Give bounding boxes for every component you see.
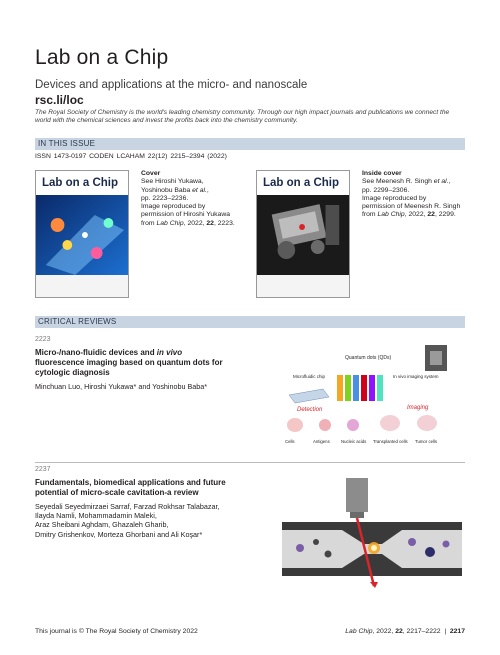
figure-label-transplanted: Transplanted cells — [373, 439, 408, 444]
inside-cover-image — [256, 170, 350, 298]
cover-caption-line: from Lab Chip, 2022, 22, 2223. — [141, 219, 235, 227]
article-graphical-abstract — [282, 478, 462, 588]
article-divider — [35, 462, 465, 463]
cover-image — [35, 170, 129, 298]
inside-cover-caption-line: Image reproduced by — [362, 194, 427, 202]
inside-cover-heading: Inside cover — [362, 170, 402, 177]
journal-url[interactable]: rsc.li/loc — [35, 93, 84, 107]
journal-title: Lab on a Chip — [35, 46, 169, 69]
footer-page-number: 2217 — [449, 628, 465, 635]
figure-label-qd: Quantum dots (QDs) — [345, 355, 392, 361]
figure-label-antigens: Antigens — [313, 439, 330, 444]
critical-reviews-band: CRITICAL REVIEWS — [35, 316, 465, 328]
figure-label-imaging: Imaging — [407, 405, 429, 411]
article-authors: Minchuan Luo, Hiroshi Yukawa* and Yoshinobu Baba* — [35, 382, 208, 391]
cover-caption — [141, 170, 251, 228]
article-title[interactable]: Fundamentals, biomedical applications and future potential of micro-scale cavitation-a review — [35, 478, 226, 497]
journal-subtitle: Devices and applications at the micro- and nanoscale — [35, 79, 308, 91]
cover-caption-line: Yoshinobu Baba et al., — [141, 186, 209, 194]
footer-copyright: This journal is © The Royal Society of Chemistry 2022 — [35, 628, 198, 635]
figure-label-tumor: Tumor cells — [415, 439, 438, 444]
cover-caption-line: Image reproduced by — [141, 203, 206, 211]
inside-cover-caption-line: permission of Meenesh R. Singh — [362, 203, 461, 211]
figure-label-invivo: In vivo imaging system — [393, 374, 439, 379]
cover-caption-line: See Hiroshi Yukawa, — [141, 178, 204, 186]
figure-label-chip: Microfluidic chip — [293, 374, 326, 379]
figure-label-nucleic: Nucleic acids — [341, 439, 367, 444]
cover-caption-line: pp. 2223–2236. — [141, 194, 189, 202]
cover-caption-line: permission of Hiroshi Yukawa — [141, 211, 231, 219]
figure-label-detection: Detection — [297, 407, 323, 413]
figure-label-cells: Cells — [285, 439, 295, 444]
inside-cover-caption-line: pp. 2299–2306. — [362, 186, 410, 194]
mission-statement: The Royal Society of Chemistry is the world's leading chemistry community. Through our high impact journals and publications we connect the world with the chemical sciences and invest the profits back into the chemistry community. — [35, 109, 450, 125]
inside-cover-caption — [362, 170, 467, 220]
article-page-number: 2223 — [35, 336, 51, 343]
article-page-number: 2237 — [35, 466, 51, 473]
inside-cover-logo: Lab on a Chip — [263, 177, 340, 189]
article-graphical-abstract — [275, 345, 465, 450]
inside-cover-caption-line: See Meenesh R. Singh et al., — [362, 178, 451, 186]
issn-line: ISSN 1473-0197 CODEN LCAHAM 22(12) 2215–2394 (2022) — [35, 153, 227, 160]
article-authors: Seyedali Seyedmirzaei Sarraf, Farzad Rokhsar Talabazar, Ilayda Namli, Mohammadamin Maleki, Araz Sheibani Aghdam, Ghazaleh Gharib, Dmitry Grishenkov, Morteza Ghorbani and Ali Koşar* — [35, 502, 220, 539]
inside-cover-caption-line: from Lab Chip, 2022, 22, 2299. — [362, 211, 456, 219]
cover-logo: Lab on a Chip — [42, 177, 119, 189]
in-this-issue-band: IN THIS ISSUE — [35, 138, 465, 150]
cover-artwork — [36, 195, 128, 275]
article-title[interactable]: Micro-/nano-fluidic devices and in vivo fluorescence imaging based on quantum dots for cytologic diagnosis — [35, 348, 223, 377]
cover-heading: Cover — [141, 170, 161, 177]
footer-citation: Lab Chip, 2022, 22, 2217–2222 | 2217 — [345, 628, 465, 635]
inside-cover-artwork — [257, 195, 349, 275]
